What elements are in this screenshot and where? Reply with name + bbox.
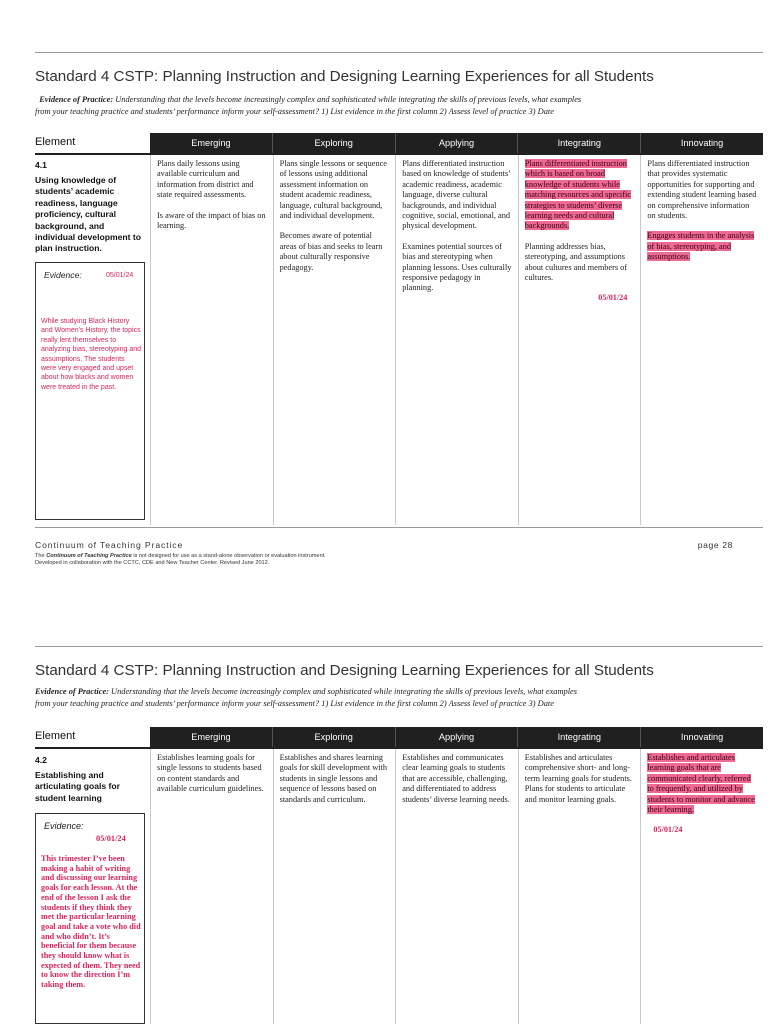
level-innovating-2: Innovating bbox=[680, 732, 724, 742]
emerging-text-1: Plans daily lessons using available curriculum and information from district and state required assessments. bbox=[157, 159, 254, 200]
eop-label: Evidence of Practice: bbox=[39, 95, 114, 104]
top-rule-2 bbox=[35, 646, 763, 647]
level-exploring-2: Exploring bbox=[273, 727, 396, 748]
element-number: 4.1 bbox=[35, 160, 47, 170]
integrating-text-2: Planning addresses bias, stereotyping, and assumptions about cultures and members of cultures. bbox=[524, 241, 628, 283]
level-emerging-2: Emerging bbox=[150, 727, 273, 748]
footer-note-line2: Developed in collaboration with the CCTC, CDE and New Teacher Center. Revised June 2012. bbox=[35, 560, 270, 567]
element-name-2: Establishing and articulating goals for student learning bbox=[35, 770, 120, 803]
footer-note-bold: Continuum of Teaching Practice bbox=[46, 553, 132, 559]
element-header: Element bbox=[35, 136, 76, 148]
evidence-of-practice-intro bbox=[35, 94, 735, 117]
eop-text-2: from your teaching practice and students’ performance inform your self-assessment? 1) List evidence in the first column 2) Assess level of practice 3) Date bbox=[35, 106, 554, 116]
innovating-2-date: 05/01/24 bbox=[653, 825, 683, 835]
level-innovating: Innovating bbox=[680, 138, 724, 148]
emerging-2-text: Establishes learning goals for single lessons to students based on content standards and available curriculum guidelines. bbox=[157, 753, 264, 794]
innovating-2-text-highlighted: Establishes and articulates learning goals that are communicated clearly, referred to frequently, and utilized by students to monitor and advance their learning. bbox=[647, 753, 755, 815]
footer-note: The Continuum of Teaching Practice is not designed for use as a stand-alone observation or evaluation instrument. Developed in collaboration with the CCTC, CDE and New Teacher Center. Revised June 2012. bbox=[35, 553, 326, 567]
evidence-label: Evidence: bbox=[44, 270, 82, 280]
levels-row-4-2 bbox=[150, 749, 763, 1024]
eop-text-1: Understanding that the levels become increasingly complex and sophisticated while integrating the skills of previous levels, what examples bbox=[115, 95, 582, 104]
evidence-of-practice-intro-2 bbox=[35, 686, 735, 709]
level-applying: Applying bbox=[396, 133, 519, 154]
evidence-date: 05/01/24 bbox=[106, 272, 134, 279]
top-rule bbox=[35, 52, 763, 53]
element-name: Using knowledge of students’ academic readiness, language proficiency, cultural background, and individual development to plan instruction. bbox=[35, 175, 141, 254]
applying-text-1: Plans differentiated instruction based on knowledge of students’ academic readiness, academic language, diverse cultural backgrounds, and individual cognitive, social, emotional, and physical development. bbox=[402, 159, 511, 231]
page-title-2: Standard 4 CSTP: Planning Instruction and Designing Learning Experiences for all Students bbox=[35, 662, 654, 679]
innovating-text-2-highlighted: Engages students in the analysis of bias, stereotyping, and assumptions. bbox=[647, 231, 755, 262]
level-emerging: Emerging bbox=[150, 133, 273, 154]
cell-exploring bbox=[273, 155, 396, 525]
level-header-bar-2 bbox=[150, 727, 763, 748]
element-header-2: Element bbox=[35, 730, 76, 742]
level-integrating-2: Integrating bbox=[518, 727, 641, 748]
eop-text-2-1: Understanding that the levels become increasingly complex and sophisticated while integrating the skills of previous levels, what examples bbox=[111, 687, 578, 696]
innovating-text-1: Plans differentiated instruction that provides systematic opportunities for supporting and extending student learning based on comprehensive information on students. bbox=[647, 159, 757, 221]
cell-integrating bbox=[518, 155, 641, 525]
eop-text-2-2: from your teaching practice and students’ performance inform your self-assessment? 1) List evidence in the first column 2) Assess level of practice 3) Date bbox=[35, 698, 554, 708]
evidence-text: While studying Black History and Women’s History, the topics really lent themselves to analyzing bias, stereotyping and assumptions. The students were very engaged and upset about how blacks and women were treated in the past. bbox=[41, 318, 142, 391]
cell-innovating-2 bbox=[640, 749, 763, 1024]
evidence-box-2[interactable] bbox=[35, 813, 145, 1024]
level-integrating: Integrating bbox=[518, 133, 641, 154]
page-number: page 28 bbox=[697, 540, 733, 550]
exploring-text-1: Plans single lessons or sequence of lessons using additional assessment information on student academic readiness, language, cultural background, and individual development. bbox=[279, 159, 387, 221]
exploring-2-text: Establishes and shares learning goals for skill development with students in single lessons and sequence of lessons based on standards and curriculum. bbox=[279, 753, 387, 804]
integrating-date: 05/01/24 bbox=[598, 293, 628, 303]
footer-title: Continuum of Teaching Practice bbox=[35, 540, 184, 550]
cell-applying-2 bbox=[395, 749, 518, 1024]
applying-2-text: Establishes and communicates clear learning goals to students that are accessible, challenging, and differentiated to address students’ diverse learning needs. bbox=[402, 753, 510, 804]
level-exploring: Exploring bbox=[273, 133, 396, 154]
applying-text-2: Examines potential sources of bias and stereotyping when planning lessons. Uses culturally responsive pedagogy in planning. bbox=[402, 241, 512, 293]
level-header-bar bbox=[150, 133, 763, 154]
element-4-1 bbox=[35, 160, 145, 255]
emerging-text-2: Is aware of the impact of bias on learning. bbox=[157, 210, 266, 231]
evidence-box[interactable] bbox=[35, 262, 145, 520]
cell-integrating-2 bbox=[518, 749, 641, 1024]
footer-rule bbox=[35, 527, 763, 528]
integrating-text-1-highlighted: Plans differentiated instruction which is based on broad knowledge of students while matching resources and specific strategies to students’ diverse learning needs and cultural backgrounds. bbox=[524, 159, 631, 231]
element-number-2: 4.2 bbox=[35, 755, 47, 765]
cell-exploring-2 bbox=[273, 749, 396, 1024]
cell-emerging-2 bbox=[150, 749, 273, 1024]
exploring-text-2: Becomes aware of potential areas of bias and seeks to learn about culturally responsive pedagogy. bbox=[279, 231, 383, 272]
page-title: Standard 4 CSTP: Planning Instruction and Designing Learning Experiences for all Students bbox=[35, 68, 654, 85]
cell-applying bbox=[395, 155, 518, 525]
cell-innovating bbox=[640, 155, 763, 525]
evidence-date-2: 05/01/24 bbox=[96, 834, 126, 843]
element-4-2 bbox=[35, 755, 145, 804]
cell-emerging bbox=[150, 155, 273, 525]
integrating-2-text: Establishes and articulates comprehensive short- and long-term learning goals for students. Plans for students to articulate and monitor learning goals. bbox=[524, 753, 632, 804]
eop-label-2: Evidence of Practice: bbox=[35, 687, 109, 696]
evidence-label-2: Evidence: bbox=[44, 821, 84, 831]
level-applying-2: Applying bbox=[396, 727, 519, 748]
evidence-text-2: This trimester I’ve been making a habit of writing and discussing our learning goals for each lesson. At the end of the lesson I ask the students if they think they met the particular learning goal and take a vote who did and who didn’t. It’s beneficial for them because they should know what is expected of them. They need to know the direction I’m taking them. bbox=[41, 854, 141, 990]
levels-row-4-1 bbox=[150, 155, 763, 525]
